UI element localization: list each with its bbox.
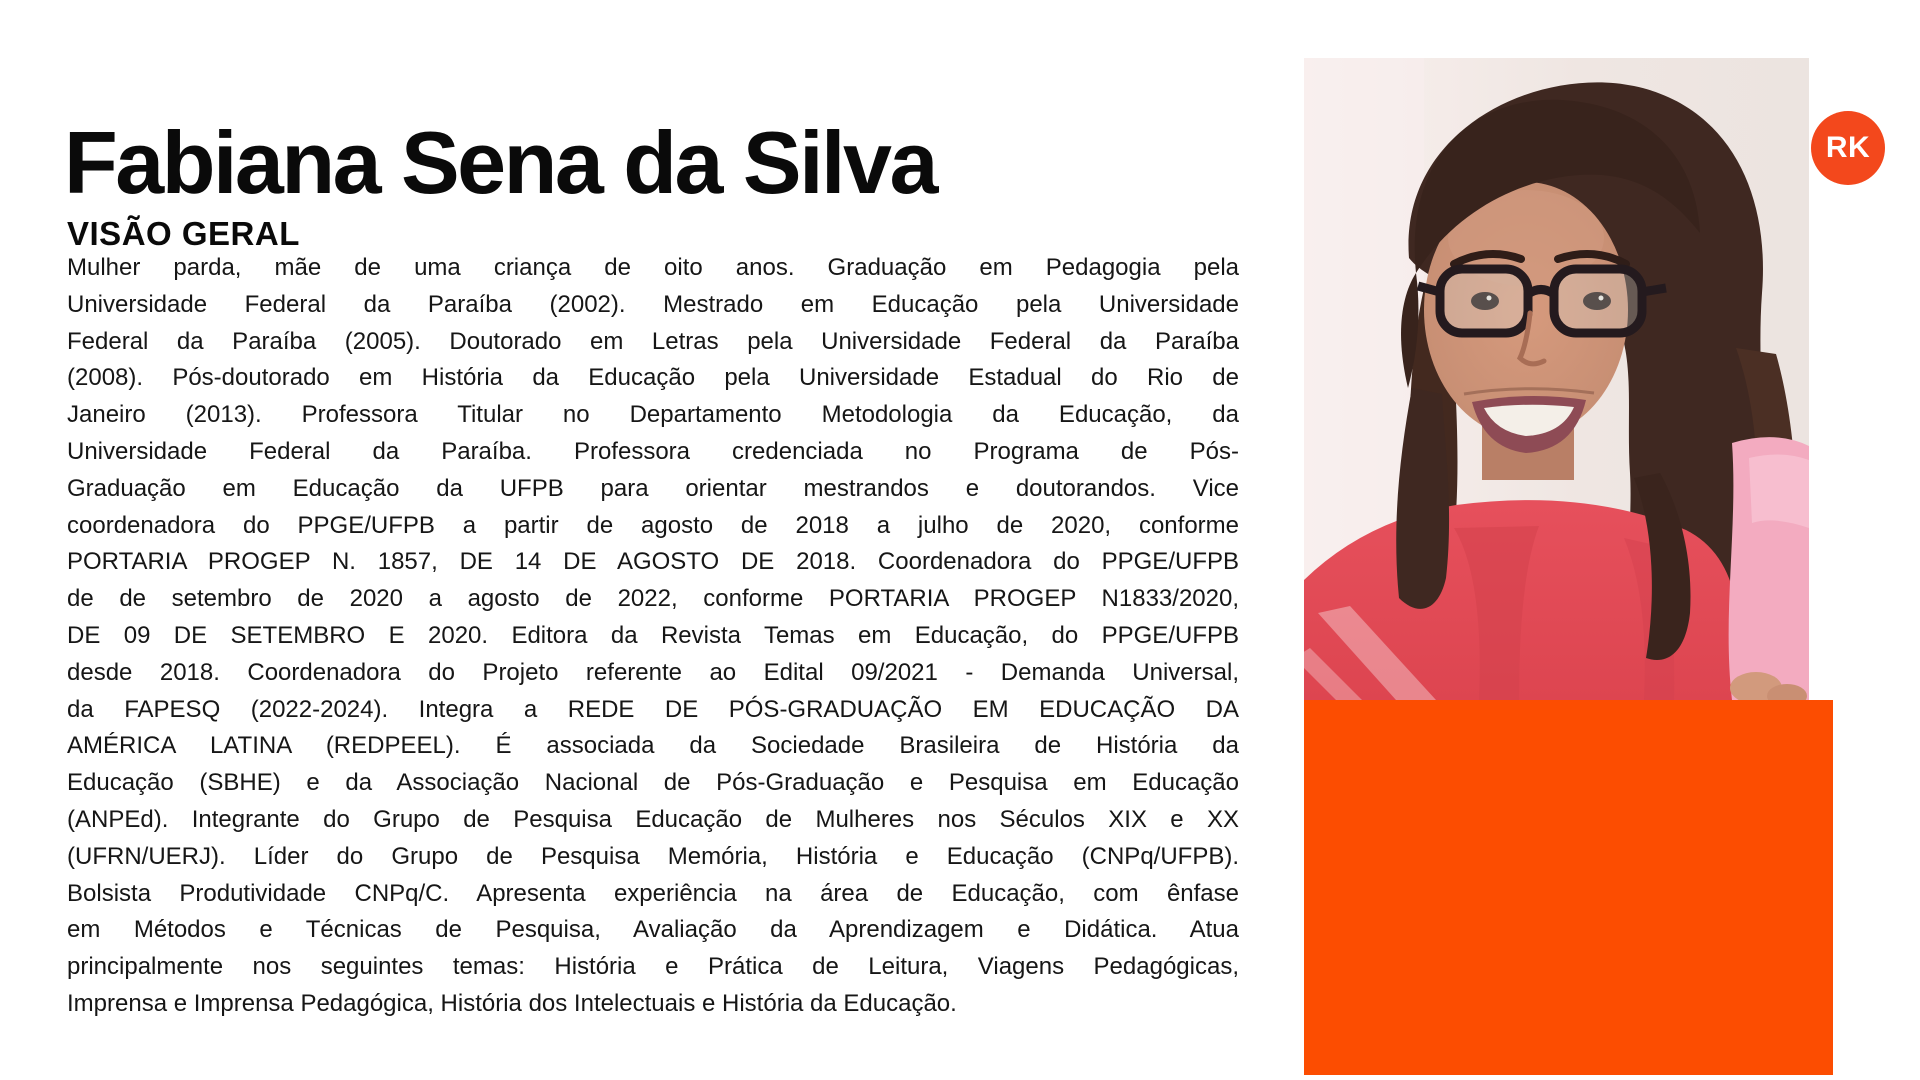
overview-line: da FAPESQ (2022-2024). Integra a REDE DE PÓS-GRADUAÇÃO EM EDUCAÇÃO DA bbox=[67, 695, 1239, 723]
overview-line: principalmente nos seguintes temas: História e Prática de Leitura, Viagens Pedagógicas, bbox=[67, 953, 1239, 981]
overview-line: Mulher parda, mãe de uma criança de oito anos. Graduação em Pedagogia pela bbox=[67, 254, 1239, 281]
portrait-photo bbox=[1304, 58, 1809, 700]
overview-paragraph bbox=[67, 250, 1239, 1023]
page-title: Fabiana Sena da Silva bbox=[64, 112, 936, 212]
avatar-badge-initials: RK bbox=[1825, 131, 1871, 164]
overview-line: Federal da Paraíba (2005). Doutorado em Letras pela Universidade Federal da Paraíba bbox=[67, 327, 1239, 355]
accent-block bbox=[1304, 700, 1833, 1075]
overview-line: (2008). Pós-doutorado em História da Educação pela Universidade Estadual do Rio de bbox=[67, 364, 1239, 392]
overview-line: Janeiro (2013). Professora Titular no Departamento Metodologia da Educação, da bbox=[67, 401, 1239, 429]
overview-line: AMÉRICA LATINA (REDPEEL). É associada da Sociedade Brasileira de História da bbox=[67, 732, 1239, 760]
overview-line: Bolsista Produtividade CNPq/C. Apresenta experiência na área de Educação, com ênfase bbox=[67, 879, 1239, 907]
section-heading-visao-geral: VISÃO GERAL bbox=[67, 215, 300, 253]
overview-line: (UFRN/UERJ). Líder do Grupo de Pesquisa Memória, História e Educação (CNPq/UFPB). bbox=[67, 842, 1239, 870]
portrait-photo-art bbox=[1304, 58, 1809, 700]
overview-line: (ANPEd). Integrante do Grupo de Pesquisa Educação de Mulheres nos Séculos XIX e XX bbox=[67, 805, 1239, 833]
overview-line: Educação (SBHE) e da Associação Nacional de Pós-Graduação e Pesquisa em Educação bbox=[67, 769, 1239, 797]
avatar-badge[interactable] bbox=[1811, 111, 1885, 185]
overview-line: Universidade Federal da Paraíba. Professora credenciada no Programa de Pós- bbox=[67, 437, 1239, 465]
overview-line: de de setembro de 2020 a agosto de 2022, conforme PORTARIA PROGEP N1833/2020, bbox=[67, 585, 1239, 613]
overview-line: Imprensa e Imprensa Pedagógica, História dos Intelectuais e História da Educação. bbox=[67, 989, 957, 1017]
overview-line: PORTARIA PROGEP N. 1857, DE 14 DE AGOSTO DE 2018. Coordenadora do PPGE/UFPB bbox=[67, 548, 1239, 576]
overview-line: Universidade Federal da Paraíba (2002). Mestrado em Educação pela Universidade bbox=[67, 290, 1239, 318]
overview-line: em Métodos e Técnicas de Pesquisa, Avaliação da Aprendizagem e Didática. Atua bbox=[67, 916, 1239, 944]
overview-line: DE 09 DE SETEMBRO E 2020. Editora da Revista Temas em Educação, do PPGE/UFPB bbox=[67, 621, 1239, 649]
overview-line: coordenadora do PPGE/UFPB a partir de agosto de 2018 a julho de 2020, conforme bbox=[67, 511, 1239, 539]
overview-line: Graduação em Educação da UFPB para orientar mestrandos e doutorandos. Vice bbox=[67, 474, 1239, 502]
overview-line: desde 2018. Coordenadora do Projeto referente ao Edital 09/2021 - Demanda Universal, bbox=[67, 658, 1239, 686]
